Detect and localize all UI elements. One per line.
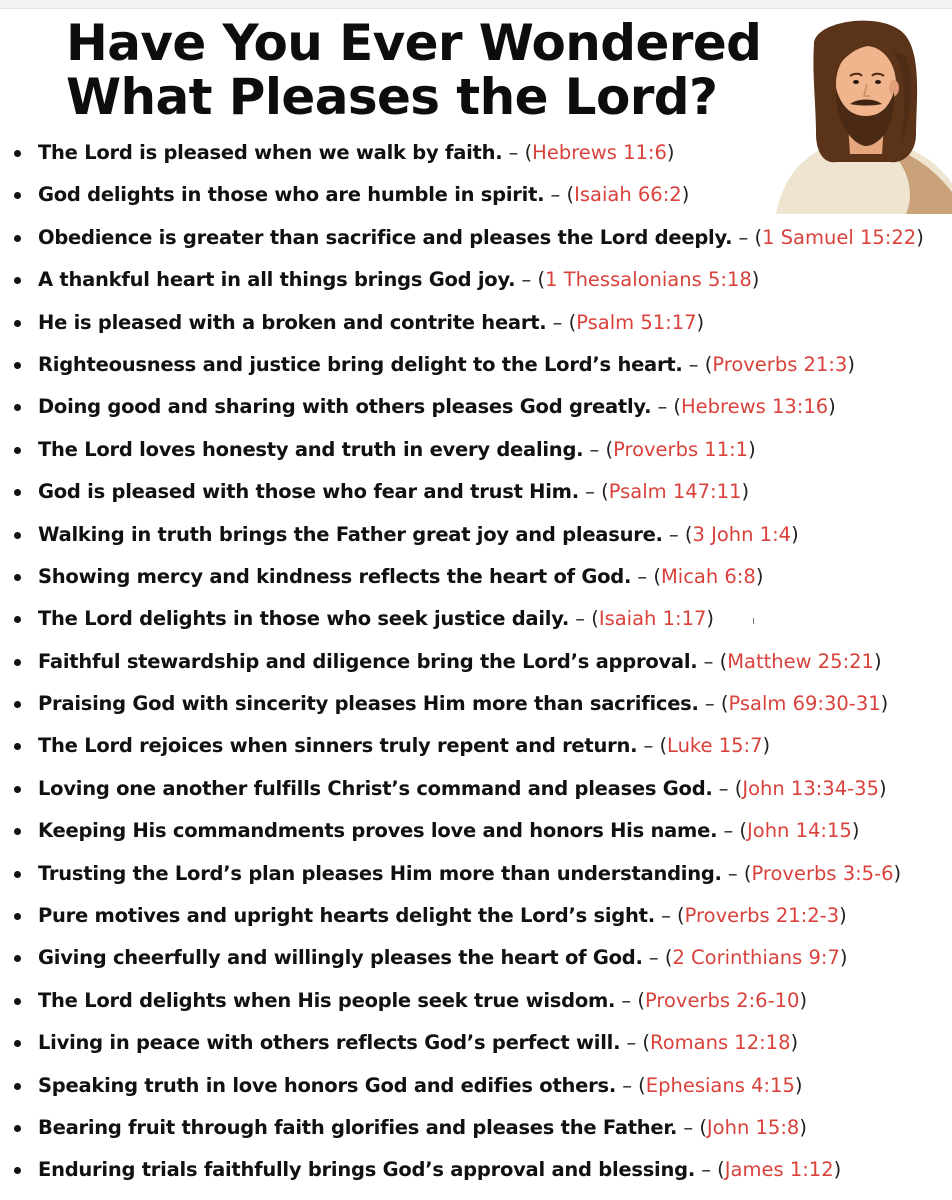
paren-open: ( (743, 861, 752, 885)
separator-dash: – (727, 861, 738, 885)
separator-dash: – (585, 480, 595, 504)
scripture-reference: Proverbs 11:1 (613, 437, 749, 461)
list-item (0, 980, 924, 1022)
bullet-icon (14, 998, 21, 1005)
list-item (0, 641, 924, 683)
verse-statement: Faithful stewardship and diligence bring the Lord’s approval. (38, 649, 698, 673)
verse-statement: Bearing fruit through faith glorifies and pleases the Father. (38, 1115, 678, 1139)
list-item (0, 768, 924, 810)
stray-mark: ı (752, 614, 756, 627)
bullet-icon (14, 828, 21, 835)
separator-dash: – (637, 564, 648, 588)
separator-dash: – (657, 395, 668, 419)
paren-close: ) (847, 352, 855, 376)
bullet-icon (14, 1040, 21, 1047)
verse-statement: He is pleased with a broken and contrite heart. (38, 310, 547, 334)
separator-dash: – (704, 692, 715, 716)
paren-open: ( (720, 692, 729, 716)
verse-statement: Praising God with sincerity pleases Him more than sacrifices. (38, 692, 699, 716)
verse-statement: Living in peace with others reflects God’s perfect will. (38, 1031, 621, 1055)
list-item (0, 683, 924, 725)
verse-list (0, 132, 924, 1192)
verse-statement: The Lord rejoices when sinners truly repent and return. (38, 734, 638, 758)
paren-open: ( (591, 607, 599, 631)
list-item (0, 344, 924, 386)
bullet-icon (14, 277, 21, 284)
verse-statement: Keeping His commandments proves love and honors His name. (38, 819, 718, 843)
bullet-icon (14, 532, 21, 539)
scripture-reference: Psalm 69:30-31 (728, 692, 881, 716)
paren-open: ( (739, 819, 748, 843)
paren-close: ) (893, 861, 902, 885)
verse-statement: Righteousness and justice bring delight to the Lord’s heart. (38, 352, 683, 376)
bullet-icon (14, 447, 21, 454)
list-item (0, 1022, 924, 1064)
bullet-icon (14, 786, 21, 793)
bullet-icon (14, 871, 21, 878)
scripture-reference: Hebrews 13:16 (681, 395, 829, 419)
separator-dash: – (626, 1031, 637, 1055)
verse-statement: The Lord loves honesty and truth in every dealing. (38, 437, 584, 461)
paren-open: ( (717, 1158, 725, 1182)
list-item (0, 514, 924, 556)
paren-close: ) (681, 183, 690, 207)
paren-open: ( (659, 734, 668, 758)
scripture-reference: Proverbs 2:6-10 (644, 988, 800, 1012)
separator-dash: – (683, 1115, 694, 1139)
paren-open: ( (664, 946, 673, 970)
scripture-reference: Matthew 25:21 (727, 649, 874, 673)
scripture-reference: Ephesians 4:15 (645, 1073, 795, 1097)
list-item (0, 1065, 924, 1107)
paren-open: ( (704, 352, 713, 376)
paren-close: ) (791, 522, 799, 546)
paren-close: ) (706, 607, 714, 631)
paren-open: ( (734, 776, 743, 800)
scripture-reference: Proverbs 21:2-3 (684, 904, 840, 928)
separator-dash: – (621, 988, 632, 1012)
verse-statement: God is pleased with those who fear and trust Him. (38, 480, 579, 504)
verse-statement: Giving cheerfully and willingly pleases the heart of God. (38, 946, 643, 970)
scripture-reference: Romans 12:18 (650, 1031, 791, 1055)
paren-close: ) (851, 819, 860, 843)
bullet-icon (14, 913, 21, 920)
paren-close: ) (839, 904, 847, 928)
paren-close: ) (828, 395, 836, 419)
verse-statement: The Lord is pleased when we walk by faith. (38, 141, 503, 164)
paren-close: ) (696, 310, 705, 334)
paren-close: ) (794, 1073, 803, 1097)
separator-dash: – (738, 225, 749, 249)
scripture-reference: Proverbs 21:3 (712, 352, 848, 376)
paren-open: ( (642, 1031, 651, 1055)
list-item (0, 259, 924, 301)
paren-close: ) (755, 564, 764, 588)
paren-open: ( (677, 904, 685, 928)
paren-close: ) (666, 141, 675, 164)
verse-statement: The Lord delights when His people seek true wisdom. (38, 988, 616, 1012)
separator-dash: – (622, 1073, 632, 1097)
separator-dash: – (668, 522, 679, 546)
verse-statement: The Lord delights in those who seek justice daily. (38, 607, 570, 631)
list-item (0, 598, 924, 640)
bullet-icon (14, 955, 21, 962)
top-border (0, 0, 952, 9)
scripture-reference: 1 Samuel 15:22 (762, 225, 917, 249)
scripture-reference: Isaiah 66:2 (574, 183, 682, 207)
list-item (0, 937, 924, 979)
list-item (0, 302, 924, 344)
separator-dash: – (643, 734, 654, 758)
separator-dash: – (521, 268, 532, 292)
list-item (0, 725, 924, 767)
bullet-icon (14, 1083, 21, 1090)
scripture-reference: Micah 6:8 (660, 564, 756, 588)
bullet-icon (14, 1167, 21, 1174)
list-item (0, 386, 924, 428)
separator-dash: – (703, 649, 714, 673)
paren-close: ) (833, 1158, 842, 1182)
paren-close: ) (748, 437, 756, 461)
list-item (0, 217, 924, 259)
title-line-1: Have You Ever Wondered (66, 14, 762, 72)
bullet-icon (14, 659, 21, 666)
verse-statement: Showing mercy and kindness reflects the heart of God. (38, 564, 632, 588)
paren-open: ( (524, 141, 533, 164)
verse-statement: A thankful heart in all things brings God joy. (38, 268, 516, 292)
bullet-icon (14, 235, 21, 242)
bullet-icon (14, 489, 21, 496)
paren-close: ) (751, 268, 760, 292)
list-item (0, 132, 924, 174)
list-item (0, 429, 924, 471)
separator-dash: – (718, 776, 729, 800)
paren-close: ) (878, 776, 887, 800)
verse-statement: Obedience is greater than sacrifice and pleases the Lord deeply. (38, 225, 733, 249)
separator-dash: – (508, 141, 519, 164)
verse-statement: Speaking truth in love honors God and edifies others. (38, 1073, 617, 1097)
paren-close: ) (762, 734, 771, 758)
verse-statement: Trusting the Lord’s plan pleases Him more than understanding. (38, 861, 722, 885)
separator-dash: – (589, 437, 600, 461)
paren-open: ( (754, 225, 763, 249)
paren-open: ( (601, 480, 609, 504)
scripture-reference: Luke 15:7 (667, 734, 763, 758)
bullet-icon (14, 1125, 21, 1132)
paren-close: ) (880, 692, 889, 716)
separator-dash: – (723, 819, 734, 843)
paren-close: ) (873, 649, 882, 673)
verse-statement: Walking in truth brings the Father great joy and pleasure. (38, 522, 663, 546)
bullet-icon (14, 192, 21, 199)
bullet-icon (14, 743, 21, 750)
paren-open: ( (637, 988, 645, 1012)
scripture-reference: John 14:15 (747, 819, 852, 843)
scripture-reference: John 13:34-35 (742, 776, 879, 800)
bullet-icon (14, 150, 21, 157)
scripture-reference: James 1:12 (724, 1158, 834, 1182)
separator-dash: – (661, 904, 671, 928)
scripture-reference: Psalm 147:11 (608, 480, 742, 504)
title-line-2: What Pleases the Lord? (66, 68, 718, 126)
scripture-reference: Psalm 51:17 (576, 310, 697, 334)
paren-open: ( (699, 1115, 707, 1139)
verse-statement: Pure motives and upright hearts delight the Lord’s sight. (38, 904, 655, 928)
paren-close: ) (741, 480, 750, 504)
separator-dash: – (688, 352, 699, 376)
bullet-icon (14, 404, 21, 411)
separator-dash: – (701, 1158, 711, 1182)
bullet-icon (14, 574, 21, 581)
verse-statement: Doing good and sharing with others pleases God greatly. (38, 395, 652, 419)
separator-dash: – (575, 607, 585, 631)
scripture-reference: Proverbs 3:5-6 (751, 861, 894, 885)
paren-close: ) (799, 988, 808, 1012)
separator-dash: – (552, 310, 563, 334)
paren-open: ( (638, 1073, 646, 1097)
scripture-reference: John 15:8 (706, 1115, 800, 1139)
separator-dash: – (550, 183, 561, 207)
paren-close: ) (916, 225, 924, 249)
verse-statement: Enduring trials faithfully brings God’s approval and blessing. (38, 1158, 695, 1182)
page-title (66, 16, 761, 124)
paren-open: ( (684, 522, 693, 546)
paren-close: ) (839, 946, 848, 970)
scripture-reference: Isaiah 1:17 (598, 607, 707, 631)
paren-open: ( (566, 183, 575, 207)
list-item (0, 174, 924, 216)
paren-open: ( (605, 437, 614, 461)
paren-close: ) (799, 1115, 807, 1139)
list-item (0, 810, 924, 852)
scripture-reference: 2 Corinthians 9:7 (672, 946, 840, 970)
scripture-reference: 3 John 1:4 (692, 522, 792, 546)
scripture-reference: 1 Thessalonians 5:18 (545, 268, 752, 292)
paren-open: ( (537, 268, 546, 292)
separator-dash: – (648, 946, 659, 970)
bullet-icon (14, 701, 21, 708)
list-item (0, 471, 924, 513)
verse-statement: Loving one another fulfills Christ’s command and pleases God. (38, 776, 713, 800)
bullet-icon (14, 616, 21, 623)
paren-close: ) (790, 1031, 799, 1055)
list-item (0, 895, 924, 937)
list-item (0, 1107, 924, 1149)
bullet-icon (14, 320, 21, 327)
paren-open: ( (653, 564, 661, 588)
paren-open: ( (673, 395, 682, 419)
list-item (0, 853, 924, 895)
scripture-reference: Hebrews 11:6 (532, 141, 667, 164)
paren-open: ( (719, 649, 728, 673)
bullet-icon (14, 362, 21, 369)
list-item (0, 1149, 924, 1191)
paren-open: ( (568, 310, 577, 334)
verse-statement: God delights in those who are humble in spirit. (38, 183, 545, 207)
list-item (0, 556, 924, 598)
